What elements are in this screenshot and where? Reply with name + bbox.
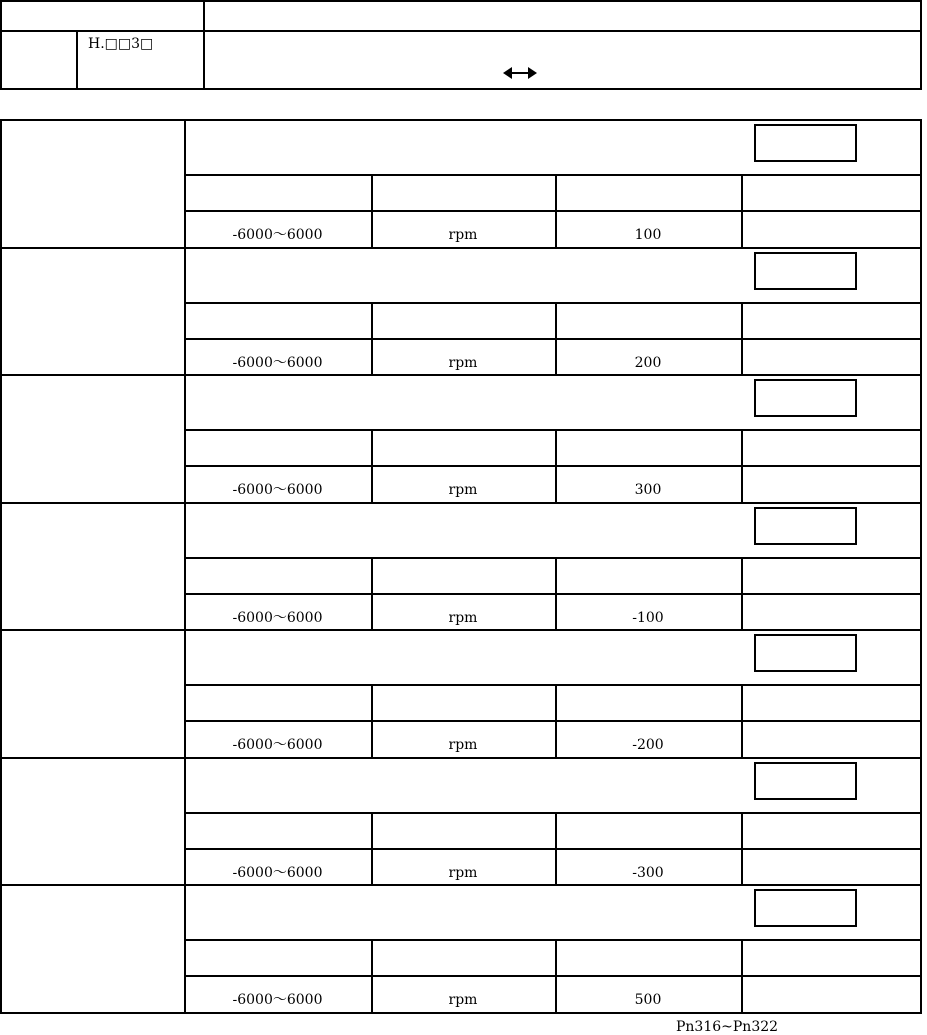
setting-unit: rpm [448, 992, 478, 1008]
param-block-col-divider [741, 684, 743, 759]
param-block-left-border [0, 119, 2, 249]
param-number-box [754, 252, 857, 290]
param-block-title-divider [184, 939, 922, 941]
function-code: H.□□3□ [88, 36, 154, 52]
param-block-col-divider [741, 812, 743, 886]
param-block-right-border [920, 757, 922, 886]
param-block-title-divider [184, 174, 922, 176]
setting-unit: rpm [448, 227, 478, 243]
default-value: 500 [634, 992, 662, 1008]
param-block-col-divider [741, 429, 743, 504]
param-block-right-border [920, 884, 922, 1014]
param-block-top-border [0, 757, 922, 759]
param-block-col-divider [741, 302, 743, 376]
param-block-top-border [0, 247, 922, 249]
param-block-left-border [0, 757, 2, 886]
setting-range: -6000～6000 [232, 482, 323, 498]
default-value: 100 [634, 227, 662, 243]
param-number-box [754, 889, 857, 927]
param-number-box [754, 124, 857, 162]
param-block-bottom-border [0, 1012, 922, 1014]
param-block-right-border [920, 119, 922, 249]
param-block-top-border [0, 629, 922, 631]
param-block-left-border [0, 629, 2, 759]
setting-range: -6000～6000 [232, 865, 323, 881]
param-block-header-divider [184, 975, 922, 977]
default-value: 300 [634, 482, 662, 498]
double-arrow-icon [503, 66, 537, 80]
setting-unit: rpm [448, 355, 478, 371]
setting-range: -6000～6000 [232, 992, 323, 1008]
param-block-header-divider [184, 593, 922, 595]
param-block-col-divider [741, 557, 743, 631]
default-value: -300 [632, 865, 664, 881]
param-block-header-divider [184, 338, 922, 340]
top-table-col-divider [203, 0, 205, 90]
top-table-header-divider [0, 30, 922, 32]
page-reference: Pn316~Pn322 [676, 1019, 779, 1035]
param-block-title-divider [184, 302, 922, 304]
param-block-col-divider [741, 939, 743, 1014]
param-block-top-border [0, 884, 922, 886]
param-number-box [754, 762, 857, 800]
default-value: -200 [632, 737, 664, 753]
param-block-title-divider [184, 557, 922, 559]
param-block-right-border [920, 374, 922, 504]
setting-unit: rpm [448, 737, 478, 753]
setting-range: -6000～6000 [232, 610, 323, 626]
setting-unit: rpm [448, 482, 478, 498]
default-value: 200 [634, 355, 662, 371]
param-block-right-border [920, 502, 922, 631]
param-block-title-divider [184, 812, 922, 814]
param-block-right-border [920, 247, 922, 376]
param-block-header-divider [184, 720, 922, 722]
setting-unit: rpm [448, 865, 478, 881]
param-block-right-border [920, 629, 922, 759]
param-block-left-border [0, 374, 2, 504]
param-block-left-border [0, 247, 2, 376]
param-number-box [754, 634, 857, 672]
setting-unit: rpm [448, 610, 478, 626]
param-number-box [754, 507, 857, 545]
top-table-subcol-divider [76, 30, 78, 90]
param-block-left-border [0, 502, 2, 631]
setting-range: -6000～6000 [232, 737, 323, 753]
param-block-top-border [0, 374, 922, 376]
param-block-header-divider [184, 848, 922, 850]
param-block-top-border [0, 119, 922, 121]
top-table-right-border [920, 0, 922, 90]
param-block-header-divider [184, 465, 922, 467]
setting-range: -6000～6000 [232, 355, 323, 371]
param-block-header-divider [184, 210, 922, 212]
top-table-bottom-border [0, 88, 922, 90]
setting-range: -6000～6000 [232, 227, 323, 243]
top-table-top-border [0, 0, 922, 2]
param-block-title-divider [184, 429, 922, 431]
param-block-title-divider [184, 684, 922, 686]
default-value: -100 [632, 610, 664, 626]
param-block-left-border [0, 884, 2, 1014]
param-number-box [754, 379, 857, 417]
top-table-left-border [0, 0, 2, 90]
param-block-col-divider [741, 174, 743, 249]
param-block-top-border [0, 502, 922, 504]
